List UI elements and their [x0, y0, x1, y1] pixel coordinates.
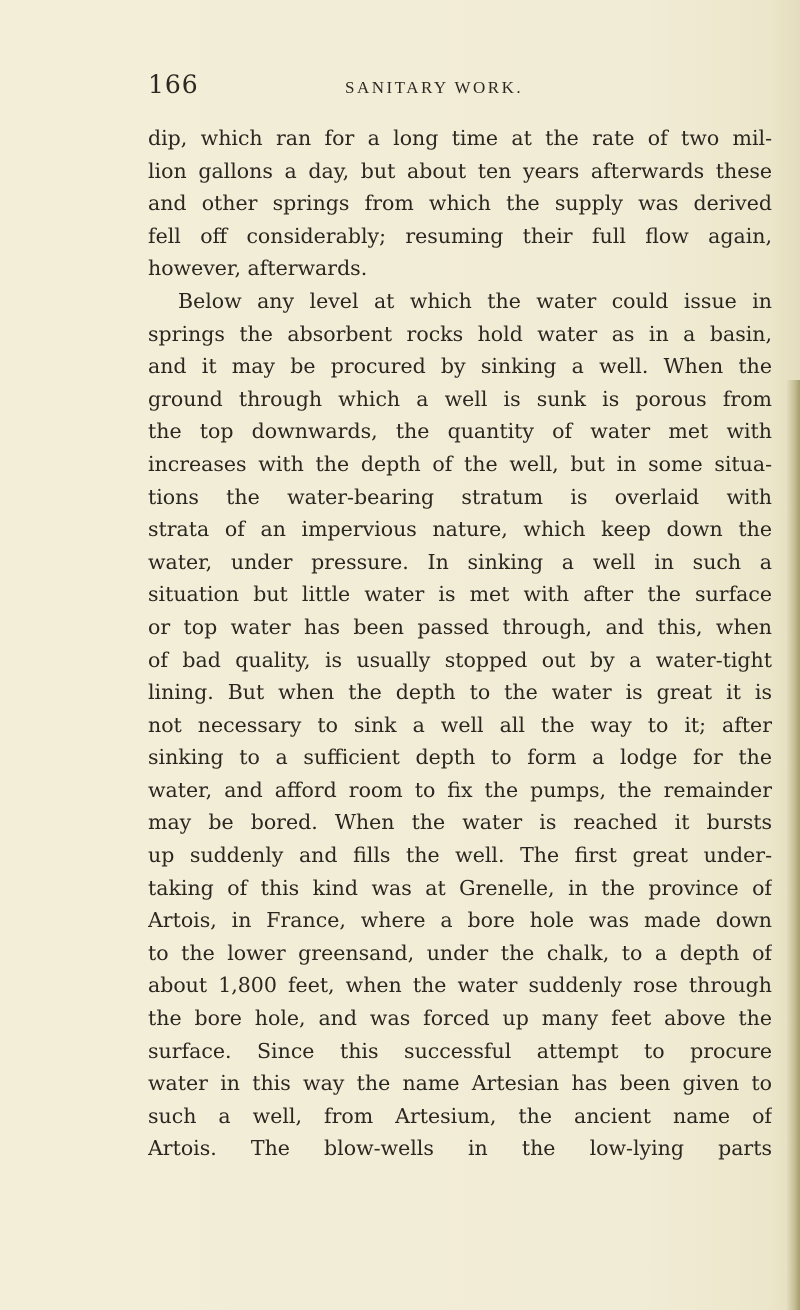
text-line: strata of an impervious nature, which keep down the — [148, 517, 772, 542]
body-text — [148, 122, 772, 1165]
text-line: of bad quality, is usually stopped out by a water-tight — [148, 647, 772, 672]
text-line: lining. But when the depth to the water is great it is — [148, 680, 772, 705]
text-line: taking of this kind was at Grenelle, in the province of — [148, 875, 772, 900]
text-line: the top downwards, the quantity of water met with — [148, 419, 772, 444]
text-line: to the lower greensand, under the chalk, to a depth of — [148, 940, 772, 965]
text-line: springs the absorbent rocks hold water as in a basin, — [148, 321, 772, 346]
text-line: increases with the depth of the well, but in some situa- — [148, 451, 772, 476]
text-line: water, under pressure. In sinking a well in such a — [148, 549, 772, 574]
text-line: lion gallons a day, but about ten years afterwards these — [148, 158, 772, 183]
text-line: water in this way the name Artesian has been given to — [148, 1071, 772, 1096]
text-line: water, and afford room to fix the pumps, the remainder — [148, 777, 772, 802]
text-line: however, afterwards. — [148, 256, 368, 281]
text-line: tions the water-bearing stratum is overlaid with — [148, 484, 772, 509]
text-line: Artois, in France, where a bore hole was made down — [148, 908, 772, 933]
text-line: up suddenly and fills the well. The first great under- — [148, 843, 772, 868]
page-number: 166 — [148, 70, 199, 99]
text-line: Below any level at which the water could issue in — [178, 288, 772, 313]
text-line: or top water has been passed through, and this, when — [148, 614, 772, 639]
text-line: surface. Since this successful attempt to procure — [148, 1038, 772, 1063]
text-line: not necessary to sink a well all the way to it; after — [148, 712, 772, 737]
text-line: such a well, from Artesium, the ancient name of — [148, 1103, 772, 1128]
running-head: SANITARY WORK. — [345, 78, 524, 97]
text-line: dip, which ran for a long time at the rate of two mil- — [148, 126, 772, 150]
text-line: ground through which a well is sunk is porous from — [148, 386, 772, 411]
text-line: the bore hole, and was forced up many feet above the — [148, 1006, 772, 1031]
page-header — [0, 70, 800, 110]
text-line: and other springs from which the supply was derived — [148, 191, 772, 216]
text-line: situation but little water is met with after the surface — [148, 582, 772, 607]
text-line: about 1,800 feet, when the water suddenly rose through — [148, 973, 772, 998]
text-line: sinking to a sufficient depth to form a lodge for the — [148, 745, 772, 770]
text-line: fell off considerably; resuming their full flow again, — [148, 223, 772, 248]
text-line: may be bored. When the water is reached it bursts — [148, 810, 772, 835]
text-line: Artois. The blow-wells in the low-lying parts — [148, 1136, 772, 1161]
text-line: and it may be procured by sinking a well. When the — [148, 354, 772, 379]
page-edge-shadow — [786, 380, 800, 1310]
